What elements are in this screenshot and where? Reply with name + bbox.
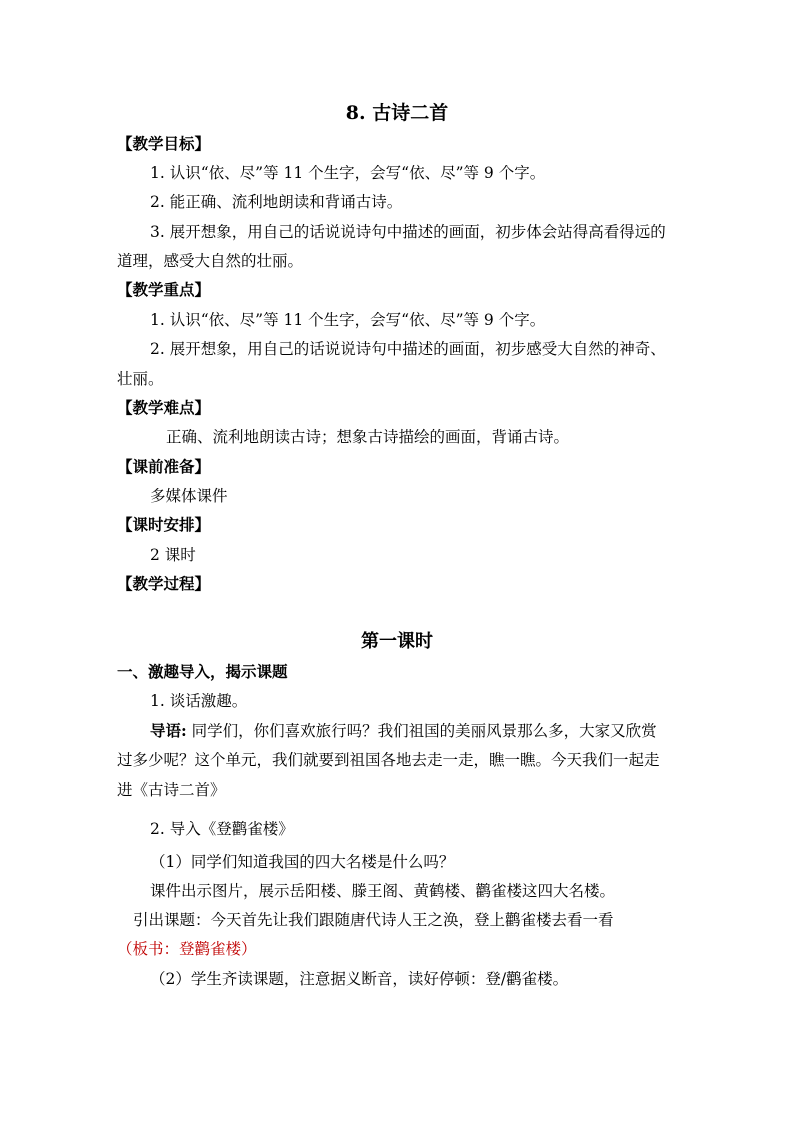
process-heading: 【教学过程】 — [117, 574, 211, 593]
key-points-heading: 【教学重点】 — [117, 280, 211, 299]
goals-item-1: 1. 认识“依、尽”等 11 个生字，会写“依、尽”等 9 个字。 — [150, 164, 546, 182]
board-note-text: （板书：登鹳雀楼） — [117, 940, 257, 958]
intro-line-1 — [150, 721, 657, 741]
intro-line-2: 过多少呢？这个单元，我们就要到祖国各地去走一走，瞧一瞧。今天我们一起走 — [117, 751, 660, 769]
preparation-heading: 【课前准备】 — [117, 457, 211, 476]
goals-item-2: 2. 能正确、流利地朗读和背诵古诗。 — [150, 193, 403, 211]
step-2-text: 2. 导入《登鹳雀楼》 — [150, 820, 294, 838]
schedule-text: 2 课时 — [150, 546, 196, 564]
goals-heading: 【教学目标】 — [117, 134, 211, 153]
question-1-text: （1）同学们知道我国的四大名楼是什么吗？ — [150, 853, 455, 871]
key-points-item-2: 2. 展开想象，用自己的话说说诗句中描述的画面，初步感受大自然的神奇、 — [150, 340, 666, 358]
schedule-heading: 【课时安排】 — [117, 515, 211, 534]
lead-in-text: 引出课题：今天首先让我们跟随唐代诗人王之涣，登上鹳雀楼去看一看 — [133, 911, 614, 929]
goals-item-3-cont: 道理，感受大自然的壮丽。 — [117, 252, 304, 270]
step-1-text: 1. 谈话激趣。 — [150, 692, 248, 710]
difficulties-text: 正确、流利地朗读古诗；想象古诗描绘的画面，背诵古诗。 — [166, 428, 570, 446]
courseware-text: 课件出示图片，展示岳阳楼、滕王阁、黄鹤楼、鹳雀楼这四大名楼。 — [150, 882, 616, 900]
document-title: 8. 古诗二首 — [345, 102, 449, 124]
question-2-text: （2）学生齐读课题，注意据义断音，读好停顿：登/鹳雀楼。 — [150, 970, 569, 988]
goals-item-3: 3. 展开想象，用自己的话说说诗句中描述的画面，初步体会站得高看得远的 — [150, 223, 666, 241]
key-points-item-2-cont: 壮丽。 — [117, 370, 164, 388]
intro-line-3: 进《古诗二首》 — [117, 781, 226, 799]
part-1-heading: 一、激趣导入，揭示课题 — [117, 662, 288, 681]
intro-label: 导语: — [150, 721, 187, 740]
lesson-1-title: 第一课时 — [361, 631, 433, 652]
preparation-text: 多媒体课件 — [150, 487, 228, 505]
difficulties-heading: 【教学难点】 — [117, 398, 211, 417]
key-points-item-1: 1. 认识“依、尽”等 11 个生字，会写“依、尽”等 9 个字。 — [150, 311, 546, 329]
intro-text: 同学们，你们喜欢旅行吗？我们祖国的美丽风景那么多，大家又欣赏 — [186, 722, 657, 740]
